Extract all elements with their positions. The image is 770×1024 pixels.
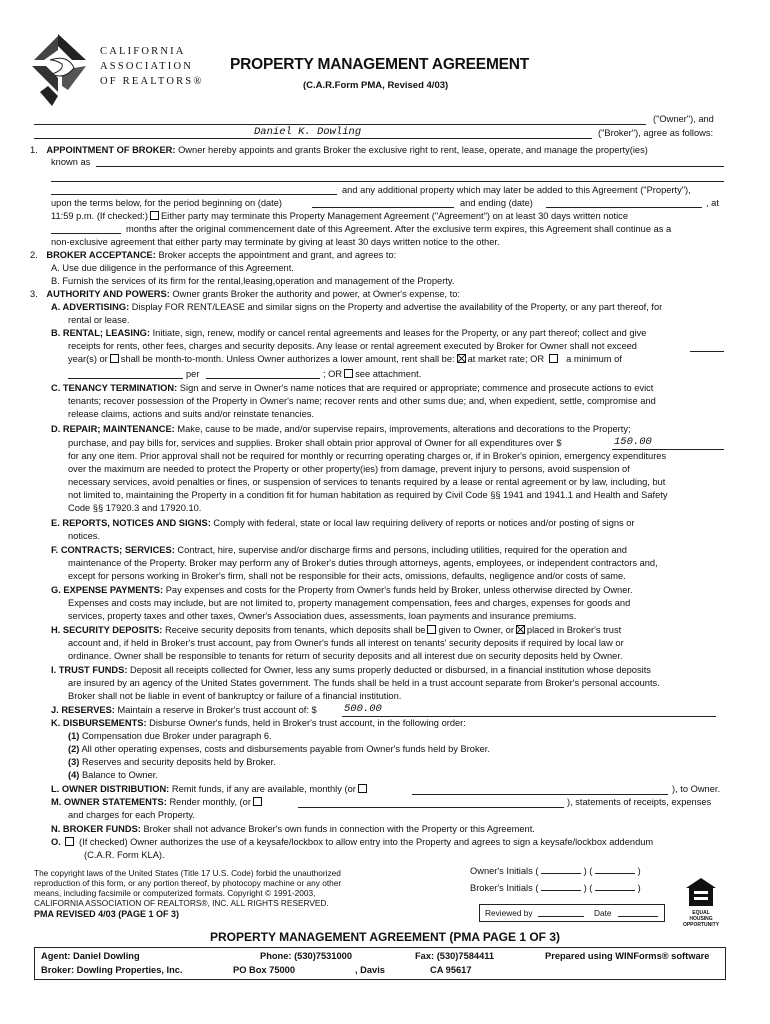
section-number: 1. bbox=[30, 145, 38, 155]
item-text: Pay expenses and costs for the Property from Owner's funds held by Broker, unless otherwise directed by Owner. bbox=[165, 585, 633, 595]
to-owner-label: given to Owner, or bbox=[438, 625, 514, 635]
end-date-field[interactable] bbox=[546, 207, 702, 208]
section-1-line-7: non-exclusive agreement that either party may terminate by giving at least 30 days written notice to the other. bbox=[51, 237, 500, 247]
item-c-line-3: release claims, actions and suits and/or reinstate tenancies. bbox=[68, 409, 314, 419]
trust-label: placed in Broker's trust bbox=[526, 625, 622, 635]
item-h bbox=[51, 625, 621, 636]
deposit-to-owner-checkbox[interactable] bbox=[427, 625, 436, 634]
review-box bbox=[479, 904, 665, 922]
item-j bbox=[51, 705, 317, 716]
item-text: Remit funds, if any are available, monthly (or bbox=[171, 784, 356, 794]
broker-initial-1[interactable] bbox=[541, 890, 581, 891]
broker-initials bbox=[470, 883, 641, 894]
item-text: Maintain a reserve in Broker's trust account of: $ bbox=[117, 705, 317, 715]
early-termination-checkbox[interactable] bbox=[150, 211, 159, 220]
city: , Davis bbox=[355, 965, 385, 975]
section-heading: APPOINTMENT OF BROKER: bbox=[46, 145, 176, 155]
item-text: Disburse Owner's funds, held in Broker's trust account, in the following order: bbox=[149, 718, 466, 728]
state-zip: CA 95617 bbox=[430, 965, 472, 975]
item-text: Initiate, sign, renew, modify or cancel rental agreements and leases for the Property, or any part thereof; collect and give bbox=[152, 328, 647, 338]
section-number: 3. bbox=[30, 289, 38, 299]
or-label: ; OR bbox=[323, 369, 343, 379]
agent-info-box bbox=[34, 947, 726, 980]
item-d-line-7: Code §§ 17920.3 and 17920.10. bbox=[68, 503, 202, 513]
item-heading: J. RESERVES: bbox=[51, 705, 115, 715]
month-to-month-checkbox[interactable] bbox=[110, 354, 119, 363]
statements-other-checkbox[interactable] bbox=[253, 797, 262, 806]
date-label: Date bbox=[594, 908, 612, 918]
list-number: (3) bbox=[68, 757, 80, 767]
known-as-label: known as bbox=[51, 157, 91, 167]
car-logo bbox=[28, 30, 90, 108]
item-f-line-2: maintenance of the Property. Broker may perform any of Broker's duties through attorneys, agents, employees, or independent contractors and, bbox=[68, 558, 658, 568]
property-address-field-3[interactable] bbox=[51, 194, 337, 195]
rent-amount-field[interactable] bbox=[68, 378, 183, 379]
item-d-line-2: purchase, and pay bills for, services and supplies. Broker shall obtain prior approval of Owner for all expenditures over $ bbox=[68, 438, 562, 448]
item-o-line-2: (C.A.R. Form KLA). bbox=[84, 850, 165, 860]
software-credit: Prepared using WINForms® software bbox=[545, 951, 710, 961]
item-heading: D. REPAIR; MAINTENANCE: bbox=[51, 424, 175, 434]
reviewed-by-label: Reviewed by bbox=[485, 908, 533, 918]
fax-number: Fax: (530)7584411 bbox=[415, 951, 495, 961]
per-label: per bbox=[186, 369, 200, 379]
to-owner-suffix: ), to Owner. bbox=[672, 784, 721, 794]
section-3 bbox=[30, 289, 460, 300]
statements-suffix: ), statements of receipts, expenses bbox=[567, 797, 712, 807]
time-label: 11:59 p.m. (If checked:) bbox=[51, 211, 148, 221]
item-a-line-2: rental or lease. bbox=[68, 315, 130, 325]
item-heading: L. OWNER DISTRIBUTION: bbox=[51, 784, 170, 794]
rent-text: shall be month-to-month. Unless Owner authorizes a lower amount, rent shall be: bbox=[120, 354, 455, 364]
broker-initial-2[interactable] bbox=[595, 890, 635, 891]
item-h-line-3: ordinance. Owner shall be responsible to tenants for return of security deposits and all interest due on security deposits held by Owner. bbox=[68, 651, 623, 661]
item-g-line-2: Expenses and costs may include, but are not limited to, property management compensation, fees and charges, expenses for goods and bbox=[68, 598, 631, 608]
item-h-line-2: account and, if held in Broker's trust account, pay from Owner's funds all interest on tenants' security deposits if required by local law or bbox=[68, 638, 624, 648]
list-text: Reserves and security deposits held by Broker. bbox=[81, 757, 276, 767]
item-n bbox=[51, 824, 535, 835]
initials-label: Owner's Initials ( bbox=[470, 866, 539, 876]
list-text: All other operating expenses, costs and disbursements payable from Owner's funds held by Broker. bbox=[81, 744, 490, 754]
item-heading: H. SECURITY DEPOSITS: bbox=[51, 625, 163, 635]
copyright-line: The copyright laws of the United States (Title 17 U.S. Code) forbid the unauthorized bbox=[34, 868, 341, 878]
item-a bbox=[51, 302, 662, 313]
section-text: Owner hereby appoints and grants Broker the exclusive right to rent, lease, operate, and manage the property(ies) bbox=[178, 145, 648, 155]
broker-name-field[interactable] bbox=[34, 138, 592, 139]
broker-company: Broker: Dowling Properties, Inc. bbox=[41, 965, 183, 975]
section-1-line-6: months after the original commencement date of this Agreement. After the exclusive term expires, this Agreement shall continue as a bbox=[126, 224, 672, 234]
disbursement-3 bbox=[68, 757, 276, 768]
minimum-label: a minimum of bbox=[566, 354, 622, 364]
item-text: (If checked) Owner authorizes the use of a keysafe/lockbox to allow entry into the Property and agrees to sign a keysafe/lockbox addendum bbox=[79, 837, 654, 847]
form-revision: PMA REVISED 4/03 (PAGE 1 OF 3) bbox=[34, 909, 180, 919]
item-d-line-6: not limited to, maintaining the Property in a condition fit for human habitation as required by Civil Code §§ 1941 and 1941.1 and Health and Safety bbox=[68, 490, 668, 500]
section-heading: BROKER ACCEPTANCE: bbox=[46, 250, 156, 260]
rent-period-field[interactable] bbox=[206, 378, 320, 379]
item-b-line-2: receipts for rents, other fees, charges and security deposits. Any lease or rental agreement executed by Broker for Owner shall not exceed bbox=[68, 341, 637, 351]
disbursement-1 bbox=[68, 731, 272, 742]
form-title: PROPERTY MANAGEMENT AGREEMENT bbox=[230, 56, 530, 73]
list-number: (1) bbox=[68, 731, 80, 741]
section-text: Broker accepts the appointment and grant, and agrees to: bbox=[158, 250, 397, 260]
item-d bbox=[51, 424, 631, 435]
initials-end: ) bbox=[637, 866, 641, 876]
org-line-3: OF REALTORS® bbox=[100, 76, 204, 87]
item-text: Sign and serve in Owner's name notices that are required or appropriate; commence and prosecute actions to evict bbox=[179, 383, 654, 393]
years-label: year(s) or bbox=[68, 354, 108, 364]
item-o bbox=[51, 837, 653, 848]
item-text: Receive security deposits from tenants, which deposits shall be bbox=[165, 625, 426, 635]
property-address-field-2[interactable] bbox=[51, 181, 724, 182]
section-1-line-5 bbox=[51, 211, 628, 222]
copyright-line: means, including facsimile or computerized formats. Copyright © 1991-2003, bbox=[34, 888, 316, 898]
item-d-line-5: necessary services, avoid penalties or fines, or suspension of services to tenants required by a lease or rental agreement or by law, including, but bbox=[68, 477, 666, 487]
item-heading: C. TENANCY TERMINATION: bbox=[51, 383, 178, 393]
months-field[interactable] bbox=[51, 233, 121, 234]
item-l bbox=[51, 784, 369, 795]
approval-limit-field[interactable] bbox=[612, 449, 724, 450]
begin-date-field[interactable] bbox=[312, 207, 454, 208]
section-2a: A. Use due diligence in the performance of this Agreement. bbox=[51, 263, 294, 273]
item-text: Render monthly, (or bbox=[169, 797, 251, 807]
item-d-line-4: over the maximum are needed to protect the Property or other property(ies) from damage, prevent injury to persons, avoid suspension of bbox=[68, 464, 630, 474]
item-f-line-3: except for persons working in Broker's firm, shall not be responsible for their acts, omissions, defaults, negligence and/or costs of same. bbox=[68, 571, 626, 581]
reviewed-by-field[interactable] bbox=[538, 916, 584, 917]
item-c bbox=[51, 383, 653, 394]
item-i-line-2: are insured by an agency of the United States government. The funds shall be held in a trust account separate from Broker's personal accounts. bbox=[68, 678, 660, 688]
org-line-2: ASSOCIATION bbox=[100, 61, 194, 72]
owner-initial-1[interactable] bbox=[541, 873, 581, 874]
deposit-trust-checkbox[interactable] bbox=[516, 625, 525, 634]
market-rate-checkbox[interactable] bbox=[457, 354, 466, 363]
item-b-line-4 bbox=[323, 369, 421, 380]
owner-name-field[interactable] bbox=[34, 124, 646, 125]
copyright-line: CALIFORNIA ASSOCIATION OF REALTORS®, INC. ALL RIGHTS RESERVED. bbox=[34, 898, 329, 908]
item-f bbox=[51, 545, 627, 556]
item-text: Make, cause to be made, and/or supervise repairs, improvements, alterations and decorations to the Property; bbox=[177, 424, 631, 434]
property-address-field[interactable] bbox=[96, 166, 724, 167]
attachment-checkbox[interactable] bbox=[344, 369, 353, 378]
item-text: Broker shall not advance Broker's own funds in connection with the Property or this Agreement. bbox=[143, 824, 535, 834]
item-b-line-3 bbox=[68, 354, 622, 365]
organization-name bbox=[100, 44, 204, 89]
item-m-line-2: and charges for each Property. bbox=[68, 810, 195, 820]
lease-years-field[interactable] bbox=[690, 351, 724, 352]
minimum-rent-checkbox[interactable] bbox=[549, 354, 558, 363]
at-label: , at bbox=[706, 198, 719, 208]
item-g-line-3: services, property taxes and other taxes, Owner's Association dues, assessments, loan payments and insurance premiums. bbox=[68, 611, 577, 621]
attachment-label: see attachment. bbox=[355, 369, 422, 379]
equal-housing-label: EQUAL HOUSING OPPORTUNITY bbox=[682, 910, 720, 928]
item-g bbox=[51, 585, 633, 596]
disbursement-2 bbox=[68, 744, 490, 755]
item-e-line-2: notices. bbox=[68, 531, 101, 541]
item-d-line-3: for any one item. Prior approval shall not be required for monthly or recurring operating charges or, if in Broker's opinion, emergency expenditures bbox=[68, 451, 667, 461]
list-text: Compensation due Broker under paragraph 6. bbox=[81, 731, 272, 741]
lockbox-checkbox[interactable] bbox=[65, 837, 74, 846]
item-heading: A. ADVERTISING: bbox=[51, 302, 130, 312]
section-1-line-4: upon the terms below, for the period beginning on (date) bbox=[51, 198, 283, 208]
section-2 bbox=[30, 250, 396, 261]
item-k bbox=[51, 718, 466, 729]
item-e bbox=[51, 518, 635, 529]
initials-sep: ) ( bbox=[583, 883, 593, 893]
copyright-line: reproduction of this form, or any portion thereof, by photocopy machine or any other bbox=[34, 878, 342, 888]
phone-number: Phone: (530)7531000 bbox=[260, 951, 352, 961]
page-footer-title: PROPERTY MANAGEMENT AGREEMENT (PMA PAGE 1 OF 3) bbox=[209, 930, 561, 944]
reserve-amount-value: 500.00 bbox=[344, 703, 382, 715]
section-heading: AUTHORITY AND POWERS: bbox=[46, 289, 170, 299]
item-text: Contract, hire, supervise and/or discharge firms and persons, including utilities, required for the operation and bbox=[177, 545, 627, 555]
item-b bbox=[51, 328, 646, 339]
org-line-1: CALIFORNIA bbox=[100, 46, 186, 57]
initials-end: ) bbox=[637, 883, 641, 893]
owner-initials bbox=[470, 866, 641, 877]
statements-frequency-field[interactable] bbox=[298, 807, 564, 808]
item-text: Comply with federal, state or local law requiring delivery of reports or notices and/or posting of signs or bbox=[213, 518, 635, 528]
agent-name: Agent: Daniel Dowling bbox=[41, 951, 140, 961]
item-heading: F. CONTRACTS; SERVICES: bbox=[51, 545, 175, 555]
disbursement-4 bbox=[68, 770, 158, 781]
broker-suffix: ("Broker"), agree as follows: bbox=[598, 128, 714, 138]
initials-label: Broker's Initials ( bbox=[470, 883, 539, 893]
section-1 bbox=[30, 145, 648, 156]
section-text: Owner grants Broker the authority and power, at Owner's expense, to: bbox=[172, 289, 460, 299]
equal-housing-icon bbox=[683, 876, 719, 908]
initials-sep: ) ( bbox=[583, 866, 593, 876]
item-heading: E. REPORTS, NOTICES AND SIGNS: bbox=[51, 518, 211, 528]
item-heading: N. BROKER FUNDS: bbox=[51, 824, 141, 834]
item-heading: B. RENTAL; LEASING: bbox=[51, 328, 150, 338]
owner-initial-2[interactable] bbox=[595, 873, 635, 874]
section-number: 2. bbox=[30, 250, 38, 260]
owner-suffix: ("Owner"), and bbox=[653, 114, 714, 124]
item-heading: G. EXPENSE PAYMENTS: bbox=[51, 585, 164, 595]
item-heading: K. DISBURSEMENTS: bbox=[51, 718, 147, 728]
distribution-other-checkbox[interactable] bbox=[358, 784, 367, 793]
street-address: PO Box 75000 bbox=[233, 965, 296, 975]
reserve-amount-field[interactable] bbox=[342, 716, 716, 717]
item-text: Deposit all receipts collected for Owner, less any sums properly deducted or disbursed, in a financial institution whose deposits bbox=[130, 665, 651, 675]
copyright-notice bbox=[34, 868, 341, 919]
market-rate-label: at market rate; OR bbox=[467, 354, 545, 364]
item-heading: O. bbox=[51, 837, 61, 847]
end-date-label: and ending (date) bbox=[460, 198, 533, 208]
review-date-field[interactable] bbox=[618, 916, 658, 917]
termination-text: Either party may terminate this Property Management Agreement ("Agreement") on at least 30 days written notice bbox=[160, 211, 629, 221]
item-heading: I. TRUST FUNDS: bbox=[51, 665, 128, 675]
item-text: Display FOR RENT/LEASE and similar signs on the Property and advertise the availability of the Property, or any part thereof, for bbox=[131, 302, 663, 312]
form-subtitle: (C.A.R.Form PMA, Revised 4/03) bbox=[303, 80, 449, 91]
broker-name-value: Daniel K. Dowling bbox=[254, 126, 362, 138]
section-1-line-3: and any additional property which may later be added to this Agreement ("Property"), bbox=[342, 185, 691, 195]
item-c-line-2: tenants; recover possession of the Property in Owner's name; recover rents and other sums due; and, when expedient, settle, compromise and bbox=[68, 396, 656, 406]
item-i bbox=[51, 665, 651, 676]
approval-limit-value: 150.00 bbox=[614, 436, 652, 448]
list-text: Balance to Owner. bbox=[81, 770, 158, 780]
item-heading: M. OWNER STATEMENTS: bbox=[51, 797, 167, 807]
section-2b: B. Furnish the services of its firm for the rental,leasing,operation and management of the Property. bbox=[51, 276, 455, 286]
item-i-line-3: Broker shall not be liable in event of bankruptcy or failure of a financial institution. bbox=[68, 691, 402, 701]
list-number: (4) bbox=[68, 770, 80, 780]
distribution-frequency-field[interactable] bbox=[412, 794, 668, 795]
item-m bbox=[51, 797, 264, 808]
list-number: (2) bbox=[68, 744, 80, 754]
